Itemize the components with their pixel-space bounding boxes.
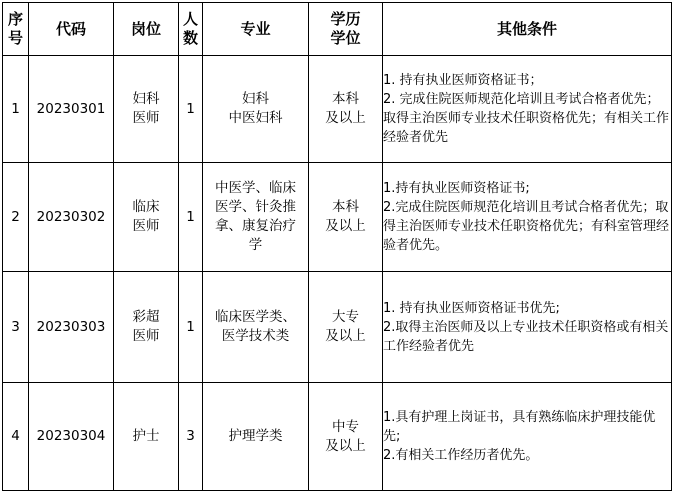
- recruitment-table: [2, 2, 672, 491]
- cell-education: 本科 及以上: [309, 56, 383, 163]
- cell-count: 1: [179, 163, 203, 272]
- table-row: [3, 272, 672, 383]
- cell-count: 1: [179, 272, 203, 383]
- cell-education: 中专 及以上: [309, 383, 383, 491]
- cell-index: 4: [3, 383, 29, 491]
- cell-conditions: 1. 持有执业医师资格证书； 2. 完成住院医师规范化培训且考试合格者优先；取得主治医师专业技术任职资格优先；有相关工作经验者优先: [383, 56, 672, 163]
- header-conditions: 其他条件: [383, 3, 672, 56]
- cell-major: 临床医学类、医学技术类: [203, 272, 309, 383]
- cell-conditions: 1. 持有执业医师资格证书优先; 2.取得主治医师及以上专业技术任职资格或有相关工作经验者优先: [383, 272, 672, 383]
- cell-position: 临床 医师: [114, 163, 179, 272]
- cell-position: 妇科 医师: [114, 56, 179, 163]
- cell-major: 妇科 中医妇科: [203, 56, 309, 163]
- cell-count: 1: [179, 56, 203, 163]
- cell-conditions: 1.具有护理上岗证书，具有熟练临床护理技能优先; 2.有相关工作经历者优先。: [383, 383, 672, 491]
- header-major: 专业: [203, 3, 309, 56]
- cell-index: 2: [3, 163, 29, 272]
- cell-index: 3: [3, 272, 29, 383]
- cell-conditions: 1.持有执业医师资格证书; 2.完成住院医师规范化培训且考试合格者优先；取得主治医师专业技术任职资格优先；有科室管理经验者优先。: [383, 163, 672, 272]
- cell-code: 20230301: [29, 56, 114, 163]
- table-row: [3, 56, 672, 163]
- header-code: 代码: [29, 3, 114, 56]
- cell-position: 护士: [114, 383, 179, 491]
- table-header-row: [3, 3, 672, 56]
- cell-major: 中医学、临床医学、针灸推拿、康复治疗学: [203, 163, 309, 272]
- cell-code: 20230304: [29, 383, 114, 491]
- header-education: 学历 学位: [309, 3, 383, 56]
- cell-education: 本科 及以上: [309, 163, 383, 272]
- cell-education: 大专 及以上: [309, 272, 383, 383]
- cell-count: 3: [179, 383, 203, 491]
- header-position: 岗位: [114, 3, 179, 56]
- header-count: 人 数: [179, 3, 203, 56]
- cell-code: 20230302: [29, 163, 114, 272]
- cell-major: 护理学类: [203, 383, 309, 491]
- header-index: 序 号: [3, 3, 29, 56]
- cell-code: 20230303: [29, 272, 114, 383]
- cell-position: 彩超 医师: [114, 272, 179, 383]
- table-row: [3, 163, 672, 272]
- table-row: [3, 383, 672, 491]
- cell-index: 1: [3, 56, 29, 163]
